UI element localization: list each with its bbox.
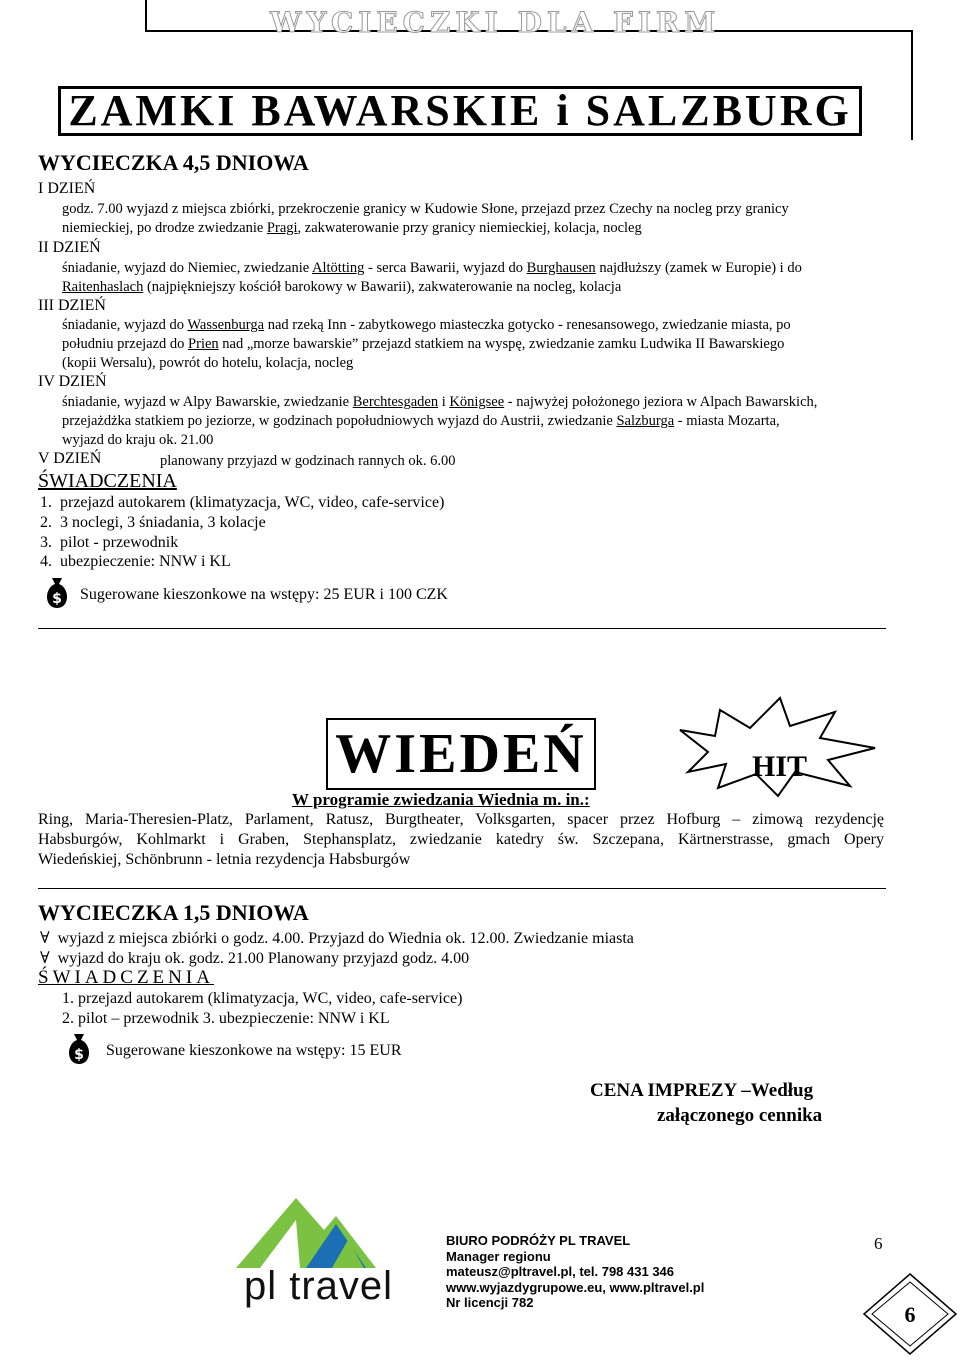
pl-travel-logo bbox=[236, 1190, 410, 1310]
service-2: 2. 3 noclegi, 3 śniadania, 3 kolacje bbox=[40, 514, 266, 531]
page-number-box bbox=[862, 1272, 958, 1356]
service-1: 1. przejazd autokarem (klimatyzacja, WC, video, cafe-service) bbox=[40, 494, 445, 511]
program-title: W programie zwiedzania Wiednia m. in.: bbox=[292, 790, 590, 809]
divider bbox=[38, 628, 886, 629]
bullet-1: ∀ wyjazd z miejsca zbiórki o godz. 4.00. Przyjazd do Wiednia ok. 12.00. Zwiedzanie miasta bbox=[40, 930, 634, 947]
manager-role: Manager regionu bbox=[446, 1248, 551, 1264]
price-line1: CENA IMPREZY –Według bbox=[590, 1080, 814, 1101]
day2-line2: Raitenhaslach (najpiękniejszy kościół barokowy w Bawarii), zakwaterowanie na nocleg, kolacja bbox=[62, 279, 622, 295]
bullet-2: ∀ wyjazd do kraju ok. godz. 21.00 Planowany przyjazd godz. 4.00 bbox=[40, 950, 470, 967]
company-name: BIURO PODRÓŻY PL TRAVEL bbox=[446, 1233, 631, 1248]
trip1-duration: WYCIECZKA 4,5 DNIOWA bbox=[38, 150, 309, 175]
trip2-services-title: ŚWIADCZENIA bbox=[38, 967, 214, 988]
day4-line1: śniadanie, wyjazd w Alpy Bawarskie, zwiedzanie Berchtesgaden i Königsee - najwyżej położonego jeziora w Alpach Bawarskich, bbox=[62, 394, 818, 410]
trip1-title: ZAMKI BAWARSKIE i SALZBURG bbox=[58, 86, 862, 136]
trip2-services-line1: 1. przejazd autokarem (klimatyzacja, WC, video, cafe-service) bbox=[62, 990, 463, 1007]
header-frame-left bbox=[145, 0, 147, 30]
trip2-title: WIEDEŃ bbox=[326, 718, 596, 790]
checkmark-icon: ∀ bbox=[40, 930, 50, 947]
svg-text:$: $ bbox=[52, 591, 62, 607]
checkmark-icon: ∀ bbox=[40, 950, 50, 967]
service-4: 4. ubezpieczenie: NNW i KL bbox=[40, 553, 231, 570]
trip1-pocket-money: Sugerowane kieszonkowe na wstępy: 25 EUR i 100 CZK bbox=[80, 586, 448, 603]
day3-label: III DZIEŃ bbox=[38, 297, 106, 314]
day1-line1: godz. 7.00 wyjazd z miejsca zbiórki, przekroczenie granicy w Kudowie Słone, przejazd przez Czechy na nocleg przy granicy bbox=[62, 201, 789, 217]
program-line2: Habsburgów, Kohlmarkt i Graben, Stephansplatz, zwiedzanie katedry św. Szczepana, Kärtnerstrasse, gmach Opery bbox=[38, 831, 884, 848]
day5-text: planowany przyjazd w godzinach rannych ok. 6.00 bbox=[160, 453, 456, 469]
license-number: Nr licencji 782 bbox=[446, 1295, 534, 1310]
price-line2: załączonego cennika bbox=[657, 1105, 823, 1126]
day3-line2: południu przejazd do Prien nad „morze bawarskie” przejazd statkiem na wyspę, zwiedzanie zamku Ludwika II Bawarskiego bbox=[62, 336, 785, 352]
day3-line3: (kopii Wersalu), powrót do hotelu, kolacja, nocleg bbox=[62, 355, 354, 371]
day4-line2: przejażdżka statkiem po jeziorze, w godzinach popołudniowych wyjazd do Austrii, zwiedzanie Salzburga - miasta Mozarta, bbox=[62, 413, 780, 429]
program-line3: Wiedeńskiej, Schönbrunn - letnia rezydencja Habsburgów bbox=[38, 851, 411, 868]
money-bag-icon bbox=[64, 1032, 94, 1066]
day1-label: I DZIEŃ bbox=[38, 180, 96, 197]
header-frame-right bbox=[911, 30, 913, 140]
logo-text: pl travel bbox=[244, 1264, 394, 1308]
page-number: 6 bbox=[904, 1302, 916, 1327]
page-number-top: 6 bbox=[874, 1234, 883, 1253]
trip2-duration: WYCIECZKA 1,5 DNIOWA bbox=[38, 900, 309, 925]
day4-line3: wyjazd do kraju ok. 21.00 bbox=[62, 432, 214, 448]
day2-line1: śniadanie, wyjazd do Niemiec, zwiedzanie Altötting - serca Bawarii, wyjazd do Burghausen najdłuższy (zamek w Europie) i do bbox=[62, 260, 802, 276]
trip2-pocket-money: Sugerowane kieszonkowe na wstępy: 15 EUR bbox=[106, 1042, 402, 1059]
trip1-services-title: ŚWIADCZENIA bbox=[38, 470, 177, 492]
day5-label: V DZIEŃ bbox=[38, 450, 102, 467]
contact-info: mateusz@pltravel.pl, tel. 798 431 346 bbox=[446, 1264, 675, 1279]
trip2-services-line2: 2. pilot – przewodnik 3. ubezpieczenie: NNW i KL bbox=[62, 1010, 390, 1027]
day2-label: II DZIEŃ bbox=[38, 239, 101, 256]
day3-line1: śniadanie, wyjazd do Wassenburga nad rzeką Inn - zabytkowego miasteczka gotycko - renesansowego, zwiedzanie miasta, po bbox=[62, 317, 791, 333]
divider-2 bbox=[38, 888, 886, 889]
day1-line2: niemieckiej, po drodze zwiedzanie Pragi, zakwaterowanie przy granicy niemieckiej, kolacja, nocleg bbox=[62, 220, 642, 236]
svg-text:$: $ bbox=[74, 1047, 84, 1063]
day4-label: IV DZIEŃ bbox=[38, 373, 107, 390]
service-3: 3. pilot - przewodnik bbox=[40, 534, 179, 551]
header-title: WYCIECZKI DLA FIRM bbox=[270, 6, 721, 39]
hit-label: HIT bbox=[752, 750, 808, 783]
program-line1: Ring, Maria-Theresien-Platz, Parlament, Ratusz, Burgtheater, Volksgarten, spacer przez Hofburg – zimową rezydencję bbox=[38, 811, 884, 828]
money-bag-icon bbox=[42, 576, 72, 610]
websites: www.wyjazdygrupowe.eu, www.pltravel.pl bbox=[446, 1279, 705, 1295]
footer-contact bbox=[446, 1233, 704, 1311]
